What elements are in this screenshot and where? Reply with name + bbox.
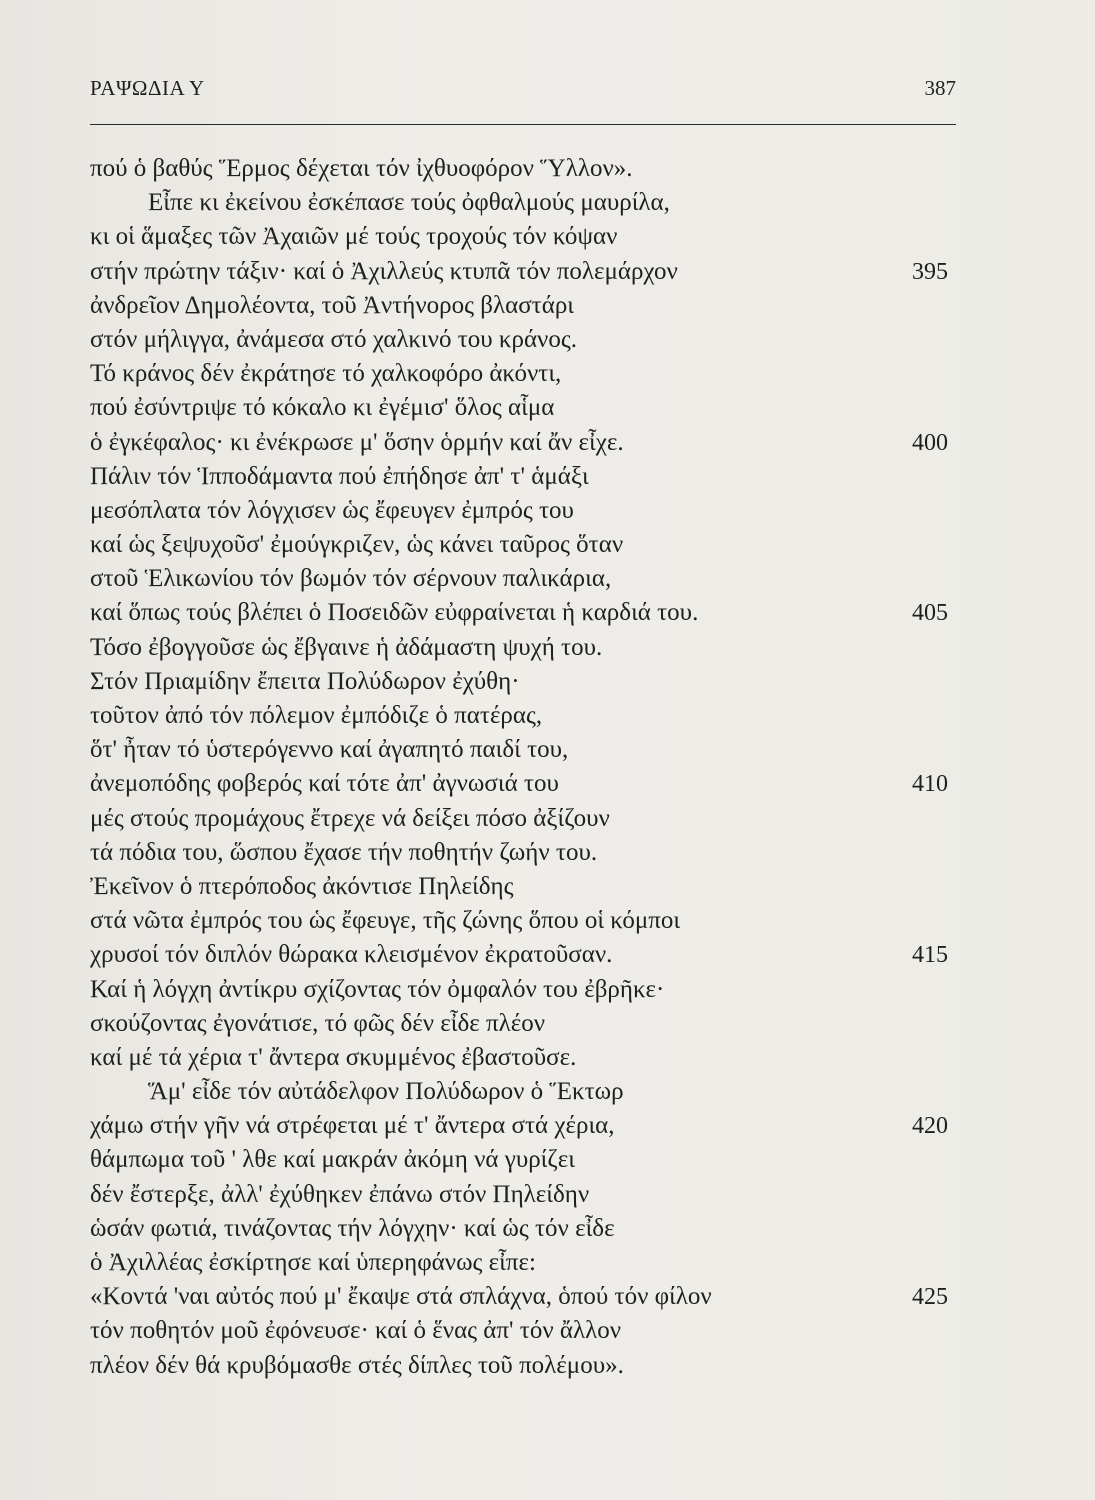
verse-line: [90, 562, 960, 596]
verse-line: [90, 836, 960, 870]
line-number: 410: [912, 771, 948, 798]
verse-text: Ἐκεῖνον ὁ πτερόποδος ἀκόντισε Πηλείδης: [90, 872, 514, 900]
verse-text: «Κοντά 'ναι αὐτός πού μ' ἔκαψε στά σπλάχνα, ὁπού τόν φίλον: [90, 1283, 712, 1311]
verse-line: [90, 1280, 960, 1314]
verse-text: θάμπωμα τοῦ ' λθε καί μακράν ἀκόμη νά γυρίζει: [90, 1146, 575, 1174]
verse-text: τοῦτον ἀπό τόν πόλεμον ἐμπόδιζε ὁ πατέρας,: [90, 702, 543, 729]
verse-line: [90, 1246, 960, 1280]
verse-line: [90, 1349, 960, 1383]
verse-line: [90, 938, 960, 972]
verse-line: [90, 494, 960, 528]
verse-line: [90, 1178, 960, 1212]
verse-text: καί ὡς ξεψυχοῦσ' ἐμούγκριζεν, ὡς κάνει ταῦρος ὅταν: [90, 531, 624, 559]
verse-line: [90, 391, 960, 425]
verse-text: Τόσο ἐβογγοῦσε ὡς ἔβγαινε ἡ ἀδάμαστη ψυχή του.: [90, 633, 603, 661]
verse-text: Εἶπε κι ἐκείνου ἐσκέπασε τούς ὀφθαλμούς μαυρίλα,: [148, 189, 670, 217]
verse-text: τά πόδια του, ὥσπου ἔχασε τήν ποθητήν ζωήν του.: [90, 838, 598, 866]
verse-text: καί μέ τά χέρια τ' ἄντερα σκυμμένος ἐβαστοῦσε.: [90, 1043, 577, 1071]
header-rule: [90, 124, 956, 125]
line-number: 395: [912, 258, 948, 285]
verse-line: [90, 152, 960, 186]
verse-text: στά νῶτα ἐμπρός του ὡς ἔφευγε, τῆς ζώνης ὅπου οἱ κόμποι: [90, 907, 681, 935]
verse-line: [90, 1007, 960, 1041]
verse-line: [90, 1212, 960, 1246]
verse-line: [90, 1041, 960, 1075]
verse-text: ὡσάν φωτιά, τινάζοντας τήν λόγχην· καί ὡς τόν εἶδε: [90, 1214, 615, 1242]
line-number: 420: [912, 1113, 948, 1140]
line-number: 415: [912, 942, 948, 969]
verse-line: [90, 699, 960, 733]
verse-line: [90, 631, 960, 665]
verse-line: [90, 460, 960, 494]
verse-line: [90, 870, 960, 904]
page-header: [90, 76, 956, 106]
verse-text: στοῦ Ἑλικωνίου τόν βωμόν τόν σέρνουν παλικάρια,: [90, 565, 612, 593]
verse-line: [90, 596, 960, 630]
verse-text: τόν ποθητόν μοῦ ἐφόνευσε· καί ὁ ἕνας ἀπ' τόν ἄλλον: [90, 1317, 622, 1345]
verse-line: [90, 665, 960, 699]
verse-text: δέν ἔστερξε, ἀλλ' ἐχύθηκεν ἐπάνω στόν Πηλείδην: [90, 1180, 590, 1208]
verse-text: ἀνδρεῖον Δημολέοντα, τοῦ Ἀντήνορος βλαστάρι: [90, 291, 575, 319]
verse-line: [90, 528, 960, 562]
verse-line: [90, 1109, 960, 1143]
verse-line: [90, 802, 960, 836]
verse-text: Τό κράνος δέν ἐκράτησε τό χαλκοφόρο ἀκόντι,: [90, 360, 562, 388]
verse-line: [90, 904, 960, 938]
verse-text: μές στούς προμάχους ἔτρεχε νά δείξει πόσο ἀξίζουν: [90, 804, 610, 832]
verse-line: [90, 733, 960, 767]
verse-line: [90, 767, 960, 801]
verse-text: σκούζοντας ἐγονάτισε, τό φῶς δέν εἶδε πλέον: [90, 1009, 546, 1037]
verse-text: καί ὅπως τούς βλέπει ὁ Ποσειδῶν εὐφραίνεται ἡ καρδιά του.: [90, 599, 699, 627]
page-number: 387: [924, 76, 956, 100]
verse-line: [90, 186, 960, 220]
verse-text: μεσόπλατα τόν λόγχισεν ὡς ἔφευγεν ἐμπρός του: [90, 496, 574, 524]
verse-text: πού ἐσύντριψε τό κόκαλο κι ἐγέμισ' ὅλος αἷμα: [90, 394, 555, 422]
verse-line: [90, 1314, 960, 1348]
verse-line: [90, 1075, 960, 1109]
verse-text: χρυσοί τόν διπλόν θώρακα κλεισμένον ἐκρατοῦσαν.: [90, 941, 613, 969]
verse-text: στήν πρώτην τάξιν· καί ὁ Ἀχιλλεύς κτυπᾶ τόν πολεμάρχον: [90, 257, 678, 285]
poem-text: [90, 152, 960, 1383]
verse-text: ὁ Ἀχιλλέας ἐσκίρτησε καί ὑπερηφάνως εἶπε:: [90, 1249, 536, 1276]
verse-line: [90, 357, 960, 391]
verse-text: πού ὁ βαθύς Ἕρμος δέχεται τόν ἰχθυοφόρον Ὕλλον».: [90, 155, 633, 182]
verse-text: στόν μήλιγγα, ἀνάμεσα στό χαλκινό του κράνος.: [90, 325, 578, 353]
verse-text: Ἅμ' εἶδε τόν αὐτάδελφον Πολύδωρον ὁ Ἕκτωρ: [148, 1078, 624, 1106]
verse-text: Καί ἡ λόγχη ἀντίκρυ σχίζοντας τόν ὀμφαλόν του ἐβρῆκε·: [90, 975, 665, 1003]
verse-text: πλέον δέν θά κρυβόμασθε στές δίπλες τοῦ πολέμου».: [90, 1351, 624, 1379]
verse-line: [90, 255, 960, 289]
verse-text: ὅτ' ἦταν τό ὑστερόγεννο καί ἀγαπητό παιδί του,: [90, 736, 569, 764]
line-number: 425: [912, 1284, 948, 1311]
verse-line: [90, 1143, 960, 1177]
verse-line: [90, 289, 960, 323]
verse-text: ὁ ἐγκέφαλος· κι ἐνέκρωσε μ' ὅσην ὁρμήν καί ἄν εἶχε.: [90, 428, 624, 456]
running-head: ΡΑΨΩΔΙΑ Υ: [90, 76, 205, 100]
line-number: 405: [912, 600, 948, 627]
verse-line: [90, 220, 960, 254]
verse-line: [90, 426, 960, 460]
verse-text: ἀνεμοπόδης φοβερός καί τότε ἀπ' ἀγνωσιά του: [90, 770, 559, 798]
line-number: 400: [912, 429, 948, 456]
verse-text: κι οἱ ἅμαξες τῶν Ἀχαιῶν μέ τούς τροχούς τόν κόψαν: [90, 223, 618, 251]
verse-text: χάμω στήν γῆν νά στρέφεται μέ τ' ἄντερα στά χέρια,: [90, 1112, 615, 1140]
verse-text: Πάλιν τόν Ἱπποδάμαντα πού ἐπήδησε ἀπ' τ' ἁμάξι: [90, 462, 589, 490]
verse-line: [90, 973, 960, 1007]
verse-line: [90, 323, 960, 357]
verse-text: Στόν Πριαμίδην ἔπειτα Πολύδωρον ἐχύθη·: [90, 667, 520, 695]
